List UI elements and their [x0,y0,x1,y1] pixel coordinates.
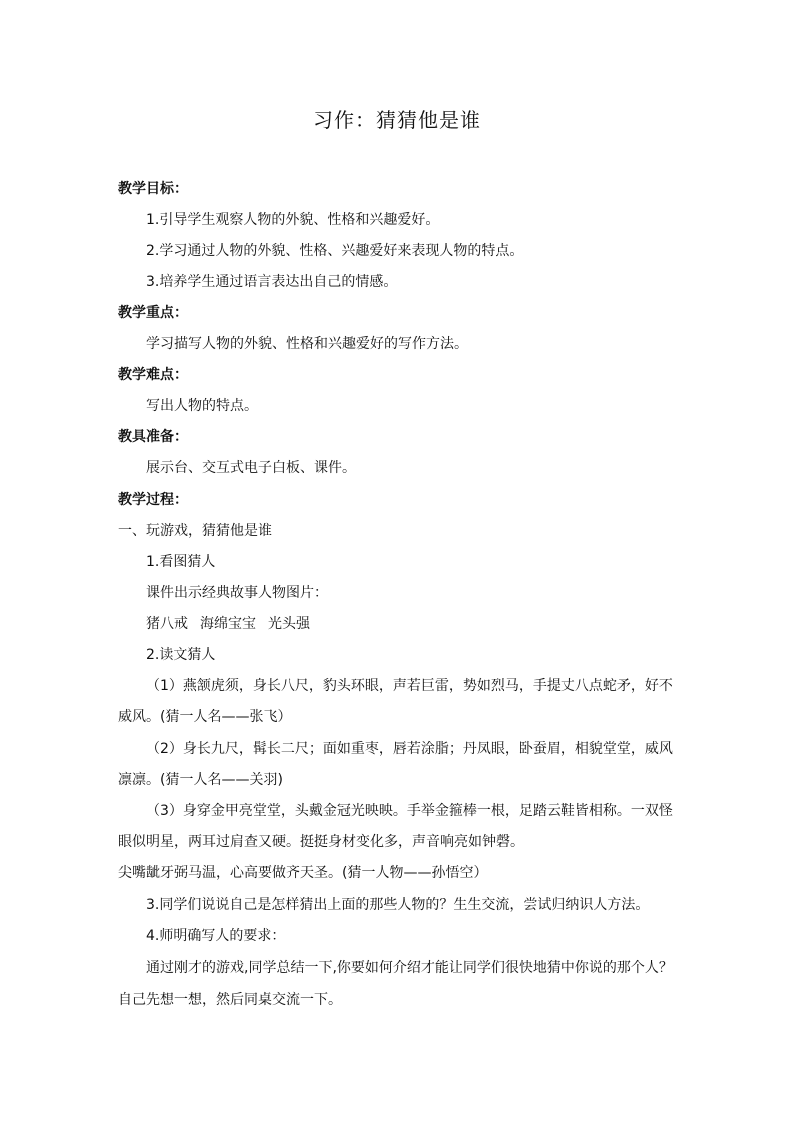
process-part-1: 一、玩游戏，猜猜他是谁 [118,523,272,539]
key-points-heading: 教学重点： [118,305,188,321]
passage-1-line-1: （1）燕颔虎须，身长八尺，豹头环眼，声若巨雷，势如烈马，手提丈八点蛇矛，好不 [146,678,673,694]
step-3: 3.同学们说说自己是怎样猜出上面的那些人物的？生生交流，尝试归纳识人方法。 [146,897,650,913]
key-points-text: 学习描写人物的外貌、性格和兴趣爱好的写作方法。 [146,336,468,352]
preparation-text: 展示台、交互式电子白板、课件。 [146,460,356,476]
goals-heading: 教学目标： [118,181,188,197]
difficulty-text: 写出人物的特点。 [146,398,258,414]
goal-item-2: 2.学习通过人物的外貌、性格、兴趣爱好来表现人物的特点。 [146,243,524,259]
step-4: 4.师明确写人的要求： [146,928,286,944]
difficulty-heading: 教学难点： [118,367,188,383]
character-2: 海绵宝宝 [200,616,256,632]
passage-3-line-3: 尖嘴龇牙弼马温，心高要做齐天圣。(猜一人物——孙悟空） [118,865,488,881]
passage-3-line-2: 眼似明星，两耳过肩查又硬。挺挺身材变化多，声音响亮如钟磬。 [118,834,524,850]
process-heading: 教学过程： [118,492,188,508]
passage-2-line-2: 凛凛。(猜一人名——关羽) [118,772,283,788]
passage-1-line-2: 威风。(猜一人名——张飞） [118,709,292,725]
page-title: 习作：猜猜他是谁 [313,108,481,132]
goal-item-1: 1.引导学生观察人物的外貌、性格和兴趣爱好。 [146,212,440,228]
step-4-line-1: 通过刚才的游戏,同学总结一下,你要如何介绍才能让同学们很快地猜中你说的那个人？ [146,960,673,976]
step-1-text: 课件出示经典故事人物图片： [146,585,328,601]
character-list [146,613,706,633]
step-1: 1.看图猜人 [146,554,216,570]
character-1: 猪八戒 [146,616,188,632]
passage-2-line-1: （2）身长九尺，髯长二尺；面如重枣，唇若涂脂；丹凤眼，卧蚕眉，相貌堂堂，威风 [146,741,673,757]
preparation-heading: 教具准备： [118,429,188,445]
step-2: 2.读文猜人 [146,647,216,663]
character-3: 光头强 [268,616,310,632]
goal-item-3: 3.培养学生通过语言表达出自己的情感。 [146,274,398,290]
passage-3-line-1: （3）身穿金甲亮堂堂，头戴金冠光映映。手举金箍棒一根，足踏云鞋皆相称。一双怪 [146,803,673,819]
step-4-line-2: 自己先想一想，然后同桌交流一下。 [118,992,342,1008]
